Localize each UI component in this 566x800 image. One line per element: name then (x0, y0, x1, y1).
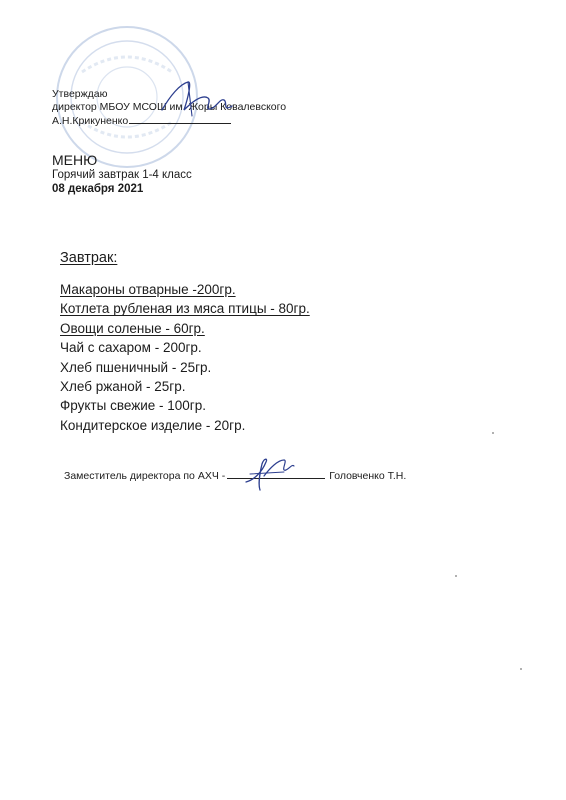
menu-title: МЕНЮ (52, 152, 98, 168)
menu-date: 08 декабря 2021 (52, 183, 144, 195)
scan-speck (492, 432, 494, 434)
menu-header (52, 152, 192, 196)
menu-item: Кондитерское изделие - 20гр. (60, 417, 246, 433)
footer-name: Головченко Т.Н. (329, 470, 407, 482)
menu-item: Хлеб пшеничный - 25гр. (60, 359, 212, 375)
menu-item: Овощи соленые - 60гр. (60, 320, 205, 336)
menu-item: Котлета рубленая из мяса птицы - 80гр. (60, 301, 310, 317)
breakfast-heading: Завтрак: (60, 250, 118, 266)
scan-speck (455, 575, 457, 577)
menu-item: Макароны отварные -200гр. (60, 282, 236, 297)
menu-item: Чай с сахаром - 200гр. (60, 340, 202, 356)
scan-speck (520, 668, 522, 670)
deputy-signature (240, 452, 296, 494)
menu-item: Хлеб ржаной - 25гр. (60, 379, 186, 395)
footer-signoff (64, 469, 406, 482)
director-signature (158, 76, 238, 122)
approval-signer-name: А.Н.Крикуненко (52, 115, 129, 127)
menu-subtitle: Горячий завтрак 1-4 класс (52, 169, 192, 181)
approval-director: директор МБОУ МСОШ им. Жоры Ковалевского (52, 101, 287, 113)
footer-position: Заместитель директора по АХЧ - (64, 470, 226, 482)
menu-item: Фрукты свежие - 100гр. (60, 398, 206, 414)
approval-label: Утверждаю (52, 88, 108, 100)
menu-items-list (60, 280, 310, 435)
